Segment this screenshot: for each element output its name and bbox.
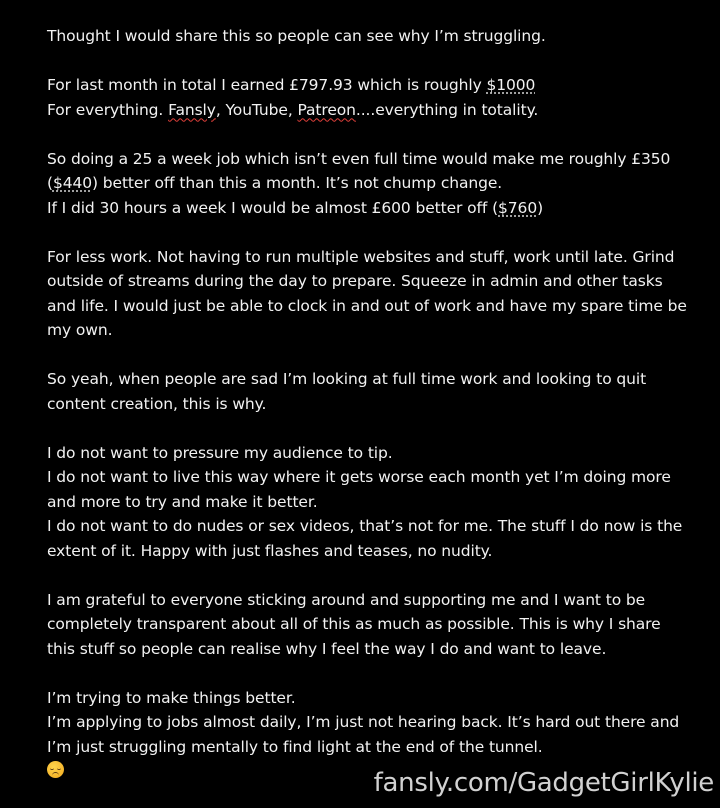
note-text: ) <box>537 198 544 217</box>
note-line: and life. I would just be able to clock in and out of work and have my spare time be <box>47 296 687 315</box>
paragraph-why <box>47 367 687 416</box>
note-text: ....everything in totality. <box>355 100 539 119</box>
note-line: I’m applying to jobs almost daily, I’m just not hearing back. It’s hard out there and <box>47 713 680 731</box>
note-line: I do not want to do nudes or sex videos, that’s not for me. The stuff I do now is the <box>47 517 683 535</box>
note-line: this stuff so people can realise why I feel the way I do and want to leave. <box>47 639 607 658</box>
paragraph-intro <box>47 24 687 49</box>
note-line: completely transparent about all of this as much as possible. This is why I share <box>47 615 661 633</box>
note-line: extent of it. Happy with just flashes and teases, no nudity. <box>47 541 493 560</box>
note-line: my own. <box>47 321 113 339</box>
watermark: fansly.com/GadgetGirlKylie <box>373 768 714 798</box>
paragraph-less-work <box>47 245 687 343</box>
paragraph-job-comparison <box>47 147 687 221</box>
note-line: For less work. Not having to run multiple websites and stuff, work until late. Grind <box>47 247 675 266</box>
currency-conversion-link[interactable]: $440 <box>52 174 92 192</box>
paragraph-do-not-want <box>47 441 687 564</box>
note-line <box>47 73 687 98</box>
currency-conversion-link[interactable]: $760 <box>498 198 538 217</box>
paragraph-earnings <box>47 73 687 122</box>
note-line: So doing a 25 a week job which isn’t even full time would make me roughly £350 <box>47 149 671 168</box>
currency-conversion-link[interactable]: $1000 <box>486 76 536 94</box>
note-text: For last month in total I earned £797.93 which is roughly <box>47 76 487 94</box>
note-line: I’m just struggling mentally to find light at the end of the tunnel. <box>47 737 543 756</box>
note-text: ( <box>47 174 53 192</box>
spellcheck-word-fansly[interactable]: Fansly <box>168 100 216 119</box>
note-line: Thought I would share this so people can see why I’m struggling. <box>47 27 546 45</box>
note-line: I am grateful to everyone sticking around and supporting me and I want to be <box>47 590 646 609</box>
note-line: I do not want to live this way where it gets worse each month yet I’m doing more <box>47 468 671 486</box>
note-text: , YouTube, <box>215 100 298 119</box>
note-line: So yeah, when people are sad I’m looking at full time work and looking to quit <box>47 370 647 388</box>
note-line: and more to try and make it better. <box>47 492 318 511</box>
note-line: I’m trying to make things better. <box>47 688 296 707</box>
note-line: I do not want to pressure my audience to tip. <box>47 443 393 462</box>
spellcheck-word-patreon[interactable]: Patreon <box>297 100 356 119</box>
note-line <box>47 98 687 123</box>
note-line: content creation, this is why. <box>47 394 267 413</box>
paragraph-grateful <box>47 588 687 662</box>
note-line: outside of streams during the day to prepare. Squeeze in admin and other tasks <box>47 272 663 290</box>
note-text: For everything. <box>47 100 169 119</box>
disappointed-face-icon <box>47 761 64 778</box>
note-line <box>47 196 687 221</box>
note-line <box>47 171 687 196</box>
note-text: ) better off than this a month. It’s not chump change. <box>92 174 503 192</box>
note-body <box>47 24 687 808</box>
note-text: If I did 30 hours a week I would be almost £600 better off ( <box>47 198 499 217</box>
